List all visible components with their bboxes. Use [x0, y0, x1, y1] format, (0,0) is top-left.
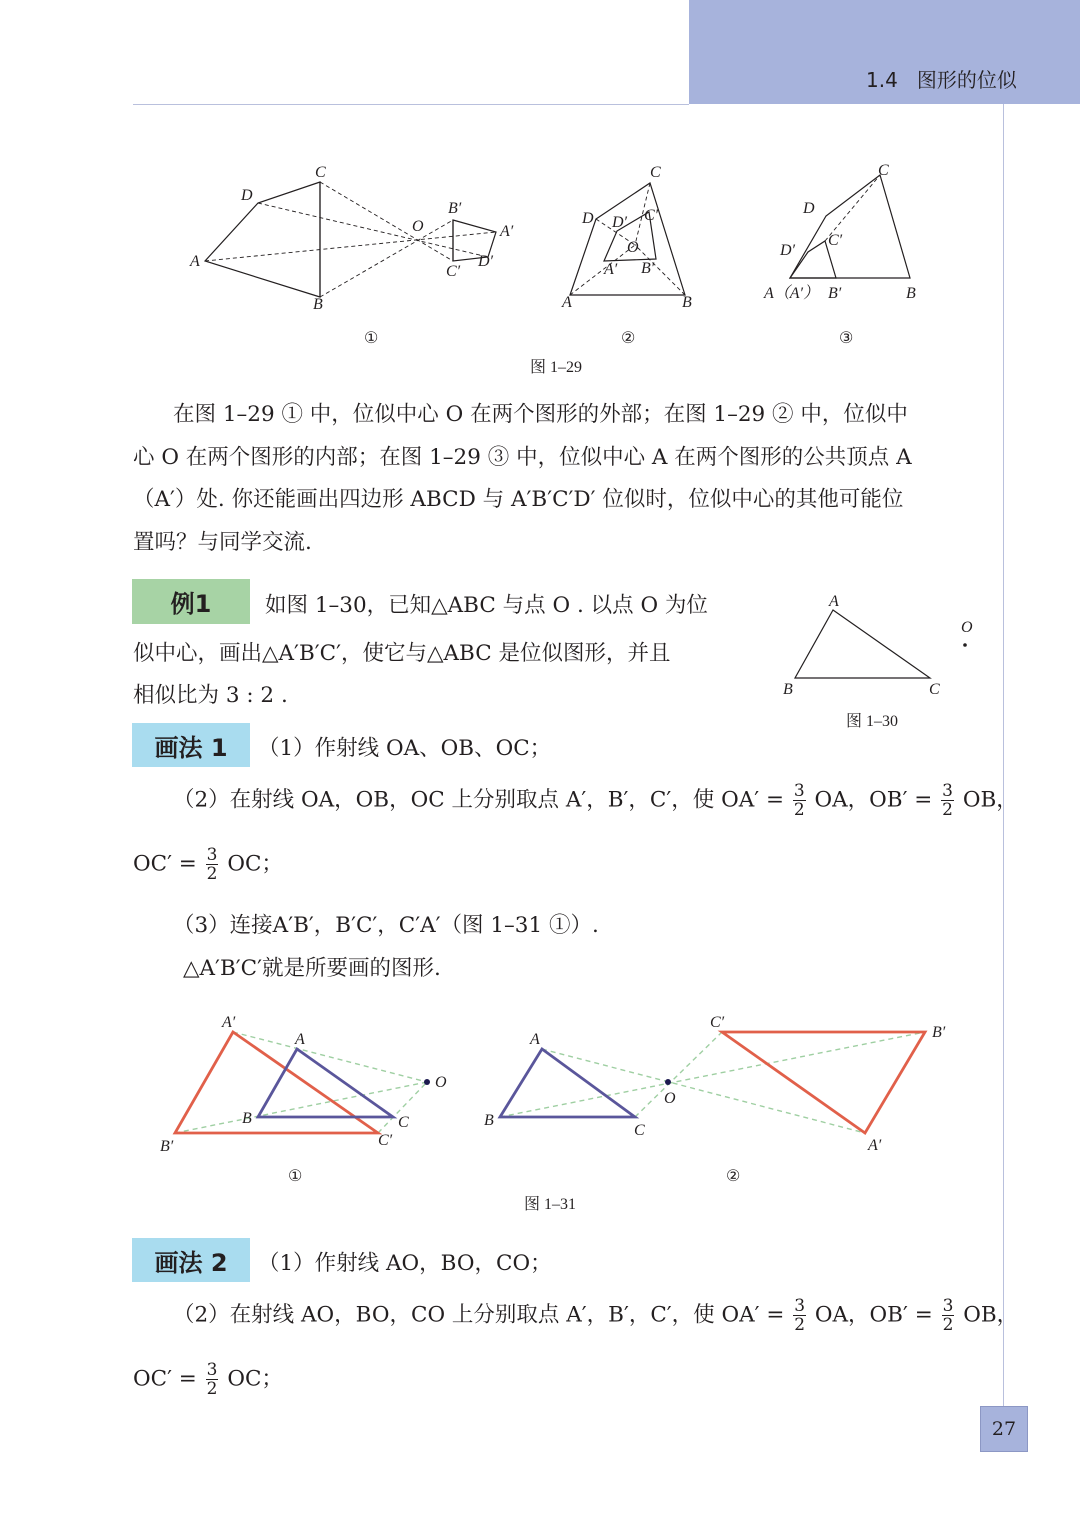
label-31r-b2: B′	[932, 1024, 946, 1041]
label-2-a: A	[562, 294, 572, 311]
method1-step2	[173, 782, 1018, 819]
label-1-b: B	[313, 296, 323, 313]
header-rule	[133, 104, 689, 105]
method2-cont-prefix: OC′ =	[133, 1366, 197, 1392]
page-number: 27	[980, 1406, 1028, 1452]
center-o-1	[424, 1079, 430, 1085]
label-1-d2: D′	[478, 253, 494, 270]
label-3-d: D	[803, 200, 815, 217]
sublabel-2: ②	[621, 330, 636, 347]
figure-1-30	[775, 590, 990, 700]
label-1-o: O	[412, 218, 424, 235]
intro-line-2: 心 O 在两个图形的内部；在图 1–29 ③ 中，位似中心 A 在两个图形的公共顶点 A	[133, 444, 912, 470]
label-3-c2: C′	[828, 232, 843, 249]
label-2-b: B	[682, 294, 692, 311]
label-2-a2: A′	[604, 261, 618, 278]
sublabel-31-1: ①	[288, 1168, 303, 1185]
label-3-c: C	[878, 162, 889, 179]
method2-step1: （1）作射线 AO，BO，CO；	[258, 1251, 552, 1276]
method1-cont-suffix: OC；	[227, 851, 283, 877]
method2-step2-text: （2）在射线 AO，BO，CO 上分别取点 A′，B′，C′，使 OA′ =	[173, 1302, 785, 1328]
label-31l-c2: C′	[378, 1132, 393, 1149]
intro-line-3: （A′）处. 你还能画出四边形 ABCD 与 A′B′C′D′ 位似时，位似中心的其他可能位	[133, 487, 904, 512]
method2-step2	[173, 1297, 1018, 1334]
label-31l-o: O	[435, 1074, 447, 1091]
method2-step2-cont	[133, 1361, 283, 1398]
label-30-c: C	[929, 681, 940, 698]
label-31r-b: B	[484, 1112, 494, 1129]
method1-step3: （3）连接A′B′，B′C′，C′A′（图 1–31 ①）.	[173, 913, 599, 938]
fraction-3-2: $\frac{3}{2}$	[942, 1296, 954, 1335]
figure-1-31-caption: 图 1–31	[524, 1196, 577, 1213]
triangle-original-2	[500, 1049, 635, 1117]
fraction-3-2: $\frac{3}{2}$	[206, 1360, 218, 1399]
label-2-c2: C′	[644, 207, 659, 224]
example-tag: 例1	[132, 579, 250, 624]
section-title	[866, 64, 1017, 93]
label-3-a: A（A′）	[764, 285, 820, 302]
label-1-c2: C′	[446, 263, 461, 280]
method1-conclusion: △A′B′C′就是所要画的图形.	[183, 956, 441, 981]
label-1-a: A	[190, 253, 200, 270]
intro-line-4: 置吗？与同学交流.	[133, 529, 312, 555]
example-line-3: 相似比为 3 : 2 .	[133, 683, 288, 708]
label-31l-b2: B′	[160, 1138, 174, 1155]
label-1-c: C	[315, 164, 326, 181]
label-31l-b: B	[242, 1110, 252, 1127]
label-31l-a2: A′	[222, 1014, 236, 1031]
center-o-2	[665, 1079, 671, 1085]
fraction-3-2: $\frac{3}{2}$	[793, 781, 805, 820]
triangle-abc	[795, 610, 930, 678]
method1-step2-end: OB，	[962, 787, 1018, 813]
label-3-b2: B′	[828, 285, 842, 302]
method2-step2-mid: OA，OB′ =	[814, 1302, 933, 1328]
section-number: 1.4	[866, 68, 898, 92]
label-30-a: A	[829, 593, 839, 610]
margin-rule	[1003, 104, 1004, 1429]
quad-abcd-3	[790, 175, 910, 278]
figure-1-29	[180, 155, 940, 355]
figure-1-29-caption: 图 1–29	[530, 359, 583, 376]
label-2-o: O	[627, 239, 639, 256]
label-1-b2: B′	[448, 200, 462, 217]
sublabel-3: ③	[839, 330, 854, 347]
label-31l-a: A	[295, 1031, 305, 1048]
example-line-2: 似中心，画出△A′B′C′，使它与△ABC 是位似图形，并且	[133, 641, 671, 666]
fraction-3-2: $\frac{3}{2}$	[794, 1296, 806, 1335]
fraction-3-2: $\frac{3}{2}$	[942, 781, 953, 820]
method1-tag: 画法 1	[132, 723, 250, 767]
intro-line-1: 在图 1–29 ① 中，位似中心 O 在两个图形的外部；在图 1–29 ② 中，位似中	[173, 402, 908, 427]
label-3-d2: D′	[780, 242, 796, 259]
triangle-image-2	[722, 1032, 925, 1133]
point-o	[963, 643, 967, 647]
label-31r-c: C	[634, 1122, 645, 1139]
method2-step2-end: OB，	[963, 1302, 1019, 1328]
label-3-b: B	[906, 285, 916, 302]
figure-1-30-caption: 图 1–30	[846, 713, 899, 730]
triangle-original-1	[258, 1049, 393, 1117]
label-31r-a: A	[530, 1031, 540, 1048]
label-31r-a2: A′	[868, 1137, 882, 1154]
label-2-d2: D′	[612, 214, 628, 231]
method1-step1: （1）作射线 OA、OB、OC；	[258, 736, 552, 761]
method1-step2-cont	[133, 846, 283, 883]
fraction-3-2: $\frac{3}{2}$	[206, 845, 218, 884]
label-1-a2: A′	[500, 223, 514, 240]
method2-tag: 画法 2	[132, 1238, 250, 1282]
method1-step2-mid: OA，OB′ =	[814, 787, 933, 813]
label-30-o: O	[961, 619, 973, 636]
figure-1-31	[150, 1005, 980, 1190]
intro-paragraph	[133, 394, 912, 564]
label-2-d: D	[582, 210, 594, 227]
label-31l-c: C	[398, 1114, 409, 1131]
label-1-d: D	[241, 187, 253, 204]
sublabel-1: ①	[364, 330, 379, 347]
example-line-1: 如图 1–30，已知△ABC 与点 O . 以点 O 为位	[265, 593, 708, 618]
quad-abcd-1	[205, 182, 320, 297]
method1-step2-text: （2）在射线 OA，OB，OC 上分别取点 A′，B′，C′，使 OA′ =	[173, 787, 784, 813]
label-30-b: B	[783, 681, 793, 698]
label-31r-o: O	[664, 1090, 676, 1107]
label-2-c: C	[650, 164, 661, 181]
label-2-b2: B′	[641, 260, 655, 277]
method1-cont-prefix: OC′ =	[133, 851, 197, 877]
label-31r-c2: C′	[710, 1014, 725, 1031]
sublabel-31-2: ②	[726, 1168, 741, 1185]
method2-cont-suffix: OC；	[227, 1366, 283, 1392]
section-name: 图形的位似	[916, 68, 1017, 92]
